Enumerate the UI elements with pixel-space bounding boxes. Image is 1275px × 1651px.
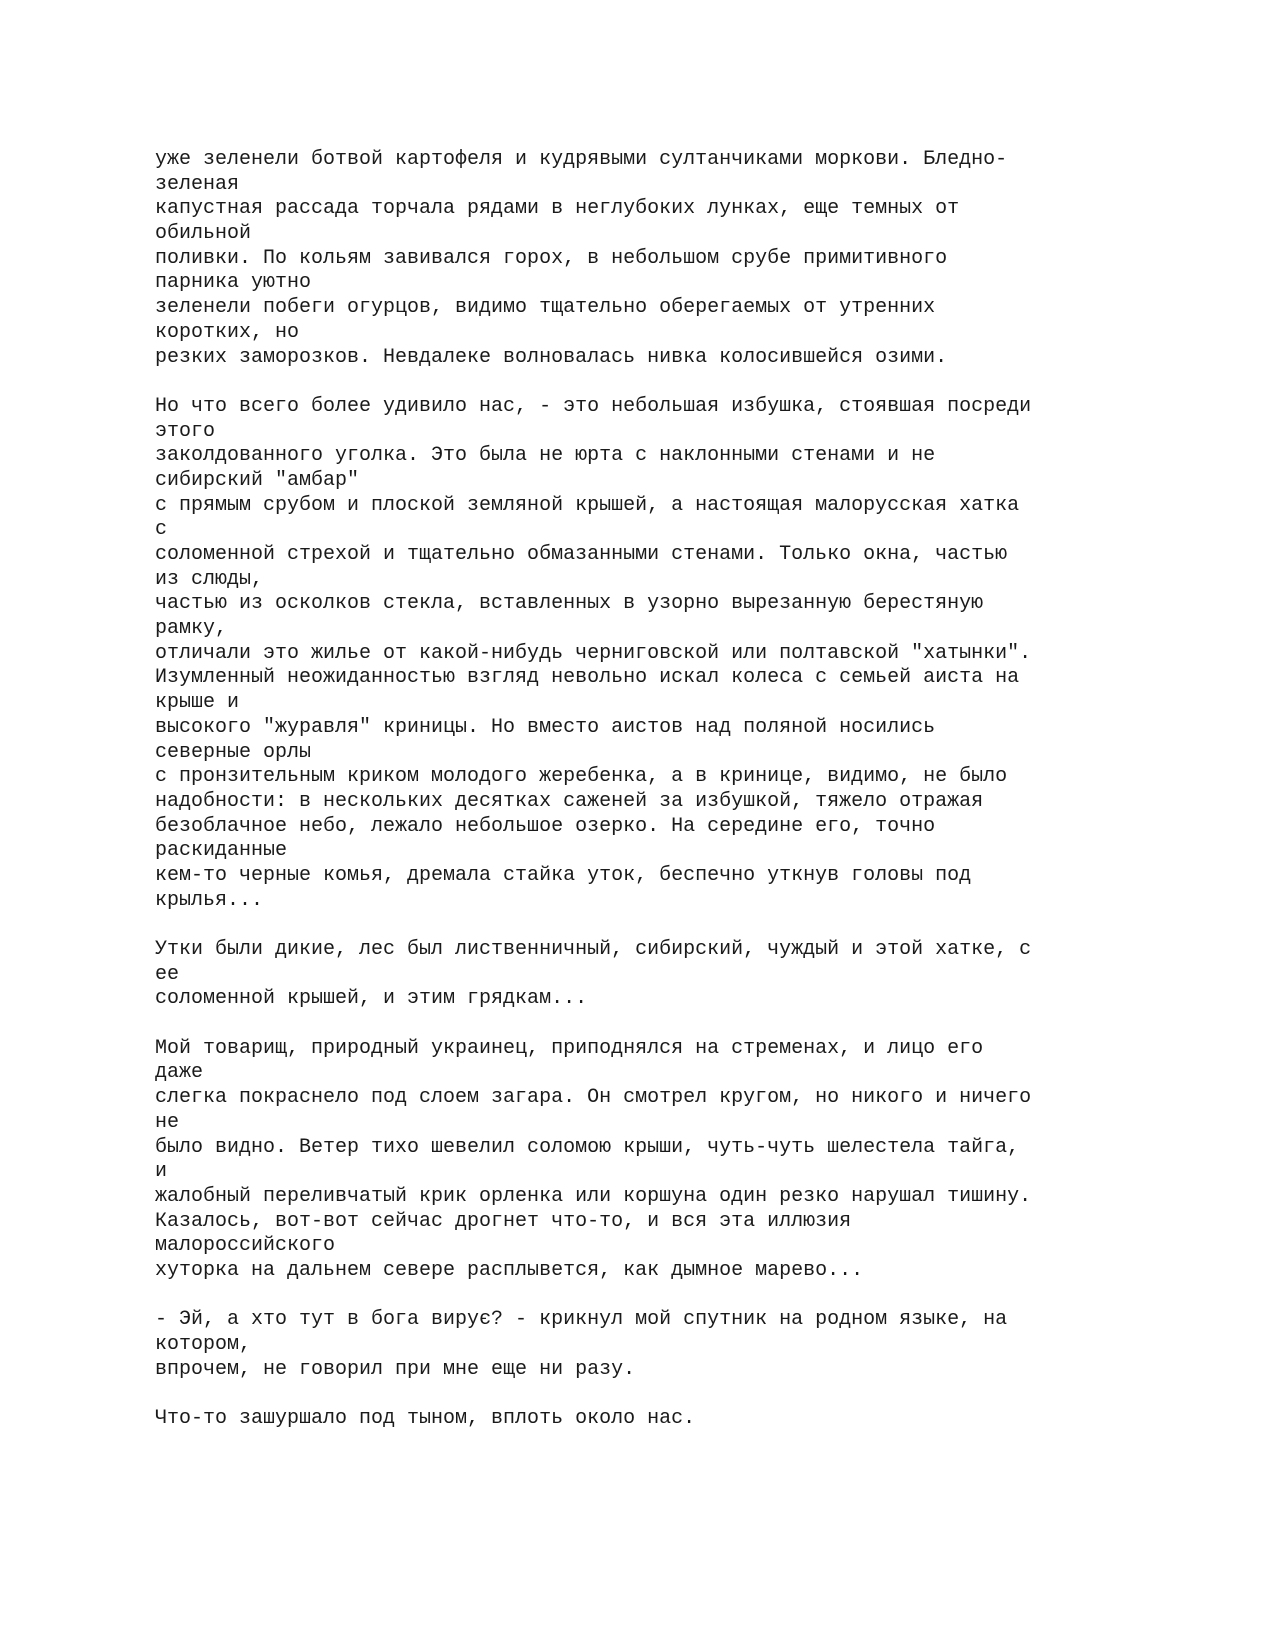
text-line: рамку, (155, 617, 228, 641)
text-line: капустная рассада торчала рядами в неглубоких лунках, еще темных от (155, 197, 960, 221)
text-line: с прямым срубом и плоской земляной крышей, а настоящая малорусская хатка (155, 493, 1020, 517)
text-line: котором, (155, 1333, 252, 1356)
document-text (155, 148, 1155, 1432)
text-line: не (155, 1110, 180, 1134)
text-line: Но что всего более удивило нас, - это небольшая избушка, стоявшая посреди (155, 394, 1032, 418)
blank-line (155, 1382, 1155, 1407)
text-line: поливки. По кольям завивался горох, в небольшом срубе примитивного (155, 246, 948, 270)
text-line: слегка покраснело под слоем загара. Он смотрел кругом, но никого и ничего (155, 1086, 1032, 1110)
text-line: соломенной стрехой и тщательно обмазанными стенами. Только окна, частью (155, 543, 1008, 566)
text-line: этого (155, 419, 216, 443)
text-line: резких заморозков. Невдалеке волновалась нивка колосившейся озими. (155, 345, 948, 369)
text-line: высокого "журавля" криницы. Но вместо аистов над поляной носились (155, 715, 936, 739)
text-line: было видно. Ветер тихо шевелил соломою крыши, чуть-чуть шелестела тайга, (155, 1135, 1020, 1159)
blank-line (155, 1012, 1155, 1037)
text-line: зеленая (155, 172, 240, 196)
text-line: парника уютно (155, 271, 312, 295)
text-line: жалобный переливчатый крик орленка или коршуна один резко нарушал тишину. (155, 1184, 1032, 1208)
text-line: надобности: в нескольких десятках саженей за избушкой, тяжело отражая (155, 789, 984, 813)
text-line: зеленели побеги огурцов, видимо тщательно оберегаемых от утренних (155, 296, 936, 320)
text-line: Мой товарищ, природный украинец, приподнялся на стременах, и лицо его (155, 1036, 984, 1060)
text-line: Изумленный неожиданностью взгляд невольно искал колеса с семьей аиста на (155, 666, 1020, 690)
text-line: частью из осколков стекла, вставленных в узорно вырезанную берестяную (155, 592, 984, 616)
blank-line (155, 913, 1155, 938)
text-line: - Эй, а хто тут в бога вирує? - крикнул мой спутник на родном языке, на (155, 1308, 1008, 1332)
text-line: Утки были дикие, лес был лиственничный, сибирский, чуждый и этой хатке, с (155, 938, 1032, 961)
text-line: соломенной крышей, и этим грядкам... (155, 987, 588, 1011)
text-line: безоблачное небо, лежало небольшое озерко. На середине его, точно (155, 814, 936, 838)
text-line: отличали это жилье от какой-нибудь черниговской или полтавской "хатынки". (155, 641, 1032, 665)
text-line: хуторка на дальнем севере расплывется, как дымное марево... (155, 1258, 864, 1282)
text-line: раскиданные (155, 839, 288, 863)
text-line: заколдованного уголка. Это была не юрта с наклонными стенами и не (155, 444, 936, 468)
text-line: даже (155, 1061, 204, 1085)
text-line: уже зеленели ботвой картофеля и кудрявыми султанчиками моркови. Бледно- (155, 148, 1008, 171)
text-line: с пронзительным криком молодого жеребенка, а в кринице, видимо, не было (155, 765, 1008, 789)
text-line: кем-то черные комья, дремала стайка уток, беспечно уткнув головы под (155, 863, 972, 887)
text-line: Что-то зашуршало под тыном, вплоть около нас. (155, 1407, 696, 1431)
text-line: северные орлы (155, 740, 312, 764)
blank-line (155, 370, 1155, 395)
text-line: Казалось, вот-вот сейчас дрогнет что-то, и вся эта иллюзия (155, 1209, 852, 1233)
text-line: сибирский "амбар" (155, 468, 360, 492)
text-line: обильной (155, 222, 252, 246)
text-line: крылья... (155, 888, 264, 912)
text-line: впрочем, не говорил при мне еще ни разу. (155, 1357, 636, 1381)
text-line: крыше и (155, 691, 240, 715)
text-line: с (155, 518, 168, 542)
blank-line (155, 1284, 1155, 1309)
text-line: и (155, 1160, 168, 1184)
text-line: ее (155, 962, 180, 986)
text-line: коротких, но (155, 320, 300, 344)
text-line: малороссийского (155, 1234, 336, 1258)
text-line: из слюды, (155, 567, 264, 591)
